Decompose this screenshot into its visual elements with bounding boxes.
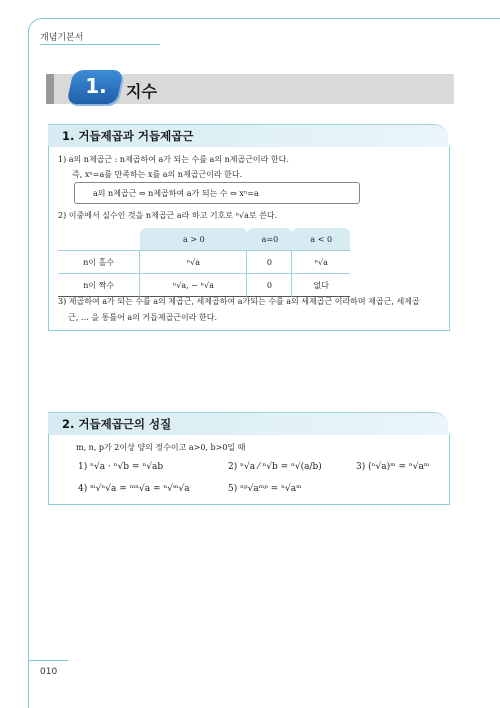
property-5: 5) ⁿᵖ√aᵐᵖ = ⁿ√aᵐ xyxy=(228,484,302,494)
section1-line5: 근, … 을 통틀어 a의 거듭제곱근이라 한다. xyxy=(68,313,218,322)
section2-title: 2. 거듭제곱근의 성질 xyxy=(62,417,172,431)
section1-title: 1. 거듭제곱과 거듭제곱근 xyxy=(62,129,194,143)
table-cell: 0 xyxy=(247,251,292,274)
table-header: a=0 xyxy=(247,228,292,251)
table-cell: ⁿ√a xyxy=(140,251,247,274)
footer-divider xyxy=(28,660,68,661)
page-number: 010 xyxy=(40,667,58,677)
root-table xyxy=(58,228,350,297)
table-header-row xyxy=(58,228,350,251)
section2-intro: m, n, p가 2이상 양의 정수이고 a>0, b>0일 때 xyxy=(76,443,246,452)
property-2: 2) ⁿ√a ⁄ ⁿ√b = ⁿ√(a/b) xyxy=(228,462,322,472)
table-header: a > 0 xyxy=(140,228,247,251)
table-header: a < 0 xyxy=(292,228,350,251)
section1-line2: 즉, xⁿ=a를 만족하는 x를 a의 n제곱근이라 한다. xyxy=(72,170,243,179)
header-label: 개념기본서 xyxy=(40,33,84,43)
property-3: 3) (ⁿ√a)ᵐ = ⁿ√aᵐ xyxy=(356,462,430,472)
table-row-label: n이 짝수 xyxy=(58,274,140,297)
page-frame xyxy=(28,18,500,708)
chapter-number: 1. xyxy=(85,74,107,98)
section1-line1: 1) a의 n제곱근 : n제곱하여 a가 되는 수를 a의 n제곱근이라 한다. xyxy=(58,155,289,164)
definition-text: a의 n제곱근 ⇔ n제곱하여 a가 되는 수 ⇔ xⁿ=a xyxy=(93,189,259,198)
table-row xyxy=(58,274,350,297)
table-header-empty xyxy=(58,228,140,251)
section2-header xyxy=(48,412,448,435)
section1-line4: 3) 제곱하여 a가 되는 수를 a의 제곱근, 세제곱하여 a가되는 수를 a의 세제곱근 이라하며 제곱근, 세제곱 xyxy=(58,297,420,306)
property-4: 4) ᵐ√ⁿ√a = ᵐⁿ√a = ⁿ√ᵐ√a xyxy=(78,484,190,494)
section1-line3: 2) 이중에서 실수인 것을 n제곱근 a라 하고 기호로 ⁿ√a로 쓴다. xyxy=(58,211,278,220)
table-cell: ⁿ√a xyxy=(292,251,350,274)
section1-header xyxy=(48,124,448,147)
header-divider xyxy=(40,44,160,45)
definition-box xyxy=(74,182,360,204)
chapter-banner-accent xyxy=(46,74,54,104)
table-row-label: n이 홀수 xyxy=(58,251,140,274)
property-1: 1) ⁿ√a · ⁿ√b = ⁿ√ab xyxy=(78,462,164,472)
chapter-title: 지수 xyxy=(126,82,157,101)
table-cell: 0 xyxy=(247,274,292,297)
table-cell: 없다 xyxy=(292,274,350,297)
table-cell: ⁿ√a, − ⁿ√a xyxy=(140,274,247,297)
table-row xyxy=(58,251,350,274)
